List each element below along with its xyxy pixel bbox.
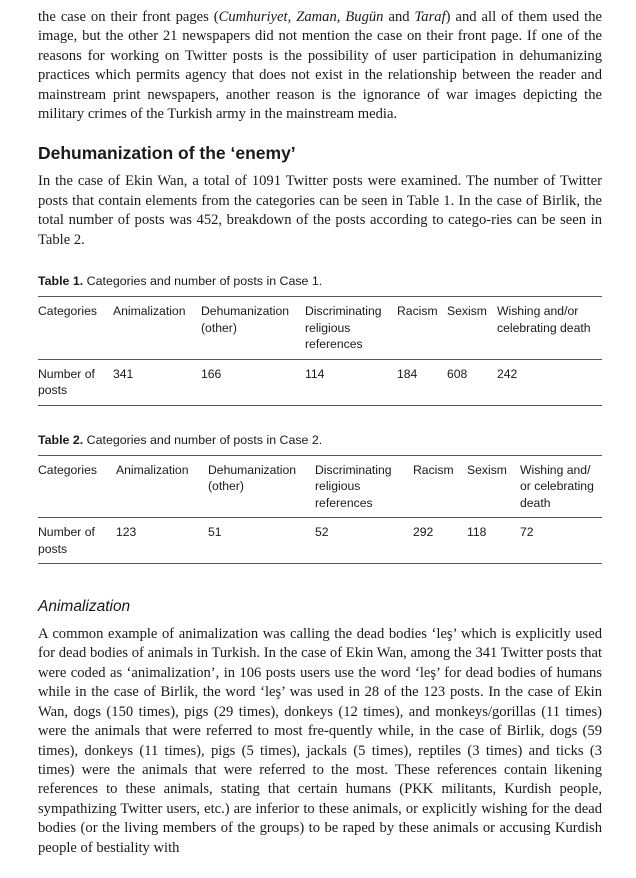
table2-label: Table 2.: [38, 432, 84, 447]
table1-label: Table 1.: [38, 274, 84, 289]
table1-header: Discriminating religious references: [305, 304, 382, 352]
table2-header: Animalization: [116, 462, 189, 477]
table2-cell: Number of posts: [38, 525, 95, 556]
section-heading: Dehumanization of the ‘enemy’: [38, 143, 296, 164]
table1-cell: 114: [305, 366, 325, 381]
table1-caption: [38, 273, 602, 289]
table1-header: Wishing and/or celebrating death: [497, 304, 591, 335]
table2-header: Discriminating religious references: [315, 462, 392, 510]
table1-header: Dehumanization (other): [201, 304, 290, 335]
table2-header: Wishing and/ or celebrating death: [520, 462, 594, 510]
table2-data-row: [38, 518, 602, 564]
newspaper-taraf: Taraf: [414, 9, 446, 25]
table2-cell: 72: [520, 525, 534, 540]
table1-header: Sexism: [447, 304, 487, 319]
table2-header: Racism: [413, 462, 454, 477]
table1: [38, 296, 602, 406]
intro-text-start: the case on their front pages (: [38, 9, 219, 25]
intro-and: and: [383, 9, 415, 25]
section-paragraph: In the case of Ekin Wan, a total of 1091 Twitter posts were examined. The number of Twitter posts that contain elements from the categories can be seen in Table 1. In the case of Birlik, the total number of posts was 452, breakdown of the posts according to catego-ries can be seen in Table 2.: [38, 173, 602, 248]
table2: [38, 455, 602, 565]
table2-cell: 292: [413, 525, 434, 540]
table2-cell: 123: [116, 525, 137, 540]
page: [38, 8, 602, 858]
table2-caption-text: Categories and number of posts in Case 2.: [86, 432, 323, 447]
table1-caption-text: Categories and number of posts in Case 1.: [86, 274, 323, 289]
table2-header: Sexism: [467, 462, 507, 477]
table1-cell: 608: [447, 366, 468, 381]
subsection-paragraph: A common example of animalization was calling the dead bodies ‘leş’ which is explicitly used for dead bodies of animals in Turkish. In the case of Ekin Wan, among the 341 Twitter posts that were coded as ‘animalization’, in 106 posts users use the word ‘leş’ for dead bodies of humans while in the case of Birlik, the word ‘leş’ was used in 28 of the 123 posts. In the case of Ekin Wan, dogs (150 times), pigs (29 times), donkeys (12 times), and monkeys/gorillas (11 times) were the animals that were referred to most fre-quently while, in the case of Birlik, dogs (59 times), donkeys (11 times), pigs (5 times), jackals (5 times), reptiles (3 times) and ticks (3 times) were the animals that were referred to the most. These references contain likening references to these animals, stating that certain humans (PKK militants, Kurdish people, sympathizing Twitter users, etc.) are inferior to these animals, or explicitly wishing for the dead bodies (or the living members of the groups) to be raped by these animals or accusing Kurdish people of bestiality with: [38, 626, 602, 856]
table1-cell: 184: [397, 366, 418, 381]
table1-cell: Number of posts: [38, 366, 95, 398]
table1-header: Categories: [38, 304, 97, 319]
table1-data-row: [38, 359, 602, 405]
intro-paragraph: [38, 8, 602, 124]
table2-caption: [38, 432, 602, 448]
table1-header: Animalization: [113, 304, 186, 319]
table1-header: Racism: [397, 304, 438, 319]
table2-cell: 51: [208, 525, 222, 540]
table1-cell: 242: [497, 366, 518, 381]
table2-cell: 52: [315, 525, 329, 540]
table2-header-row: [38, 455, 602, 518]
table1-cell: 341: [113, 366, 134, 381]
newspaper-names: Cumhuriyet, Zaman, Bugün: [218, 9, 384, 25]
table2-header: Categories: [38, 462, 97, 477]
intro-text-end: ) and all of them used the image, but the other 21 newspapers did not mention the case on their front page. If one of the reasons for working on Twitter posts is the possibility of user participation in dehumanizing practices which permits agency that does not exist in the relationship between the reader and mainstream print newspapers, another reason is the ignorance of war images depicting the military crimes of the Turkish army in the mainstream media.: [38, 9, 602, 123]
table2-cell: 118: [467, 525, 487, 540]
subsection-heading: Animalization: [38, 598, 131, 616]
table1-header-row: [38, 297, 602, 360]
table2-header: Dehumanization (other): [208, 462, 297, 494]
table1-cell: 166: [201, 366, 222, 381]
